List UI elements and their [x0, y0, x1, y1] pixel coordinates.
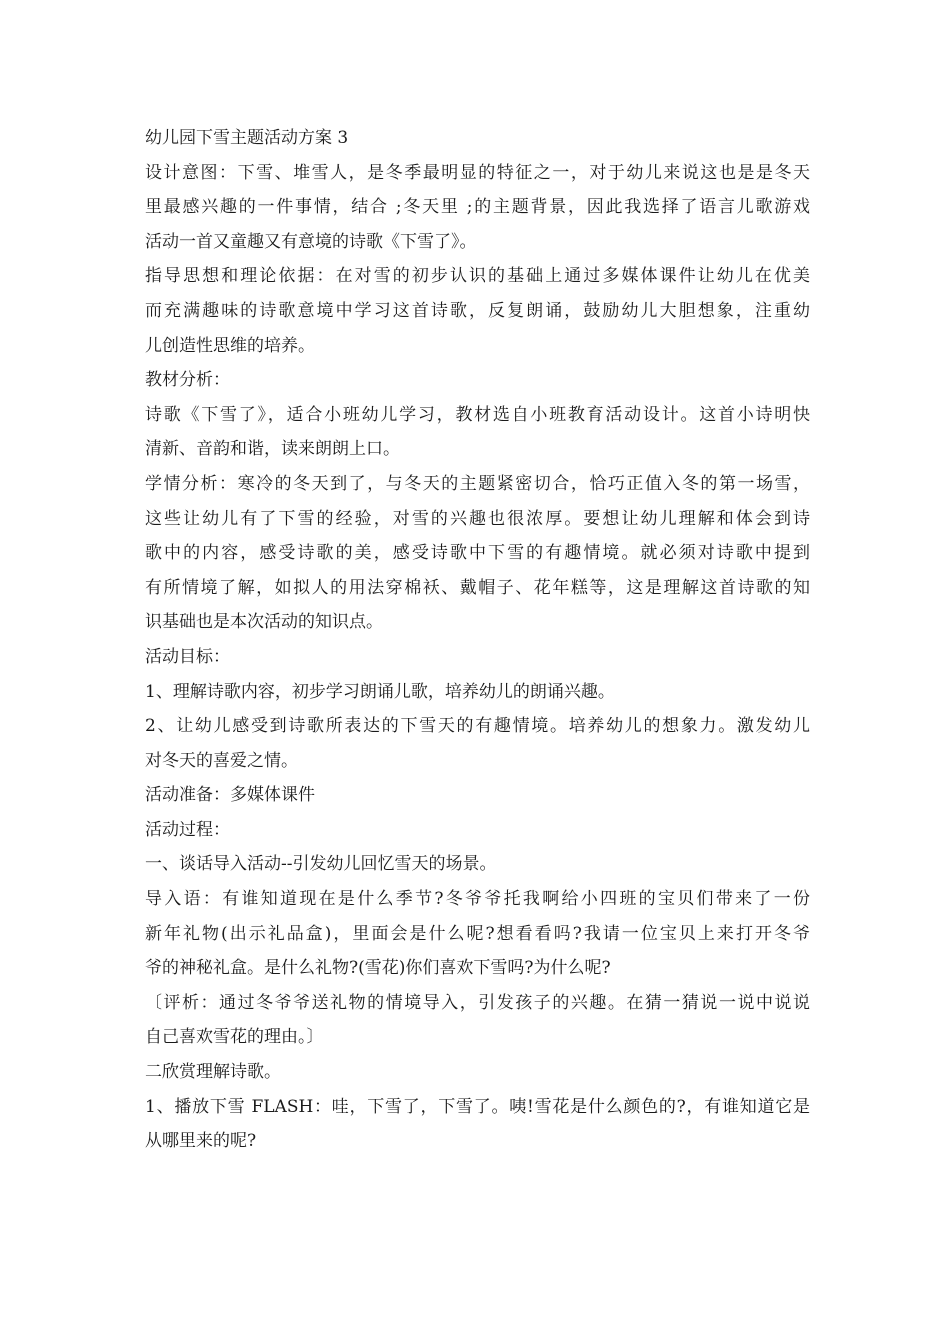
text-line: 活动一首又童趣又有意境的诗歌《下雪了》。: [145, 231, 477, 252]
text-line: 指导思想和理论依据：在对雪的初步认识的基础上通过多媒体课件让幼儿在优美: [145, 266, 810, 287]
text-line: 里最感兴趣的一件事情，结合 ;冬天里 ;的主题背景，因此我选择了语言儿歌游戏: [145, 197, 810, 218]
text-line: 儿创造性思维的培养。: [145, 335, 315, 356]
text-line: 识基础也是本次活动的知识点。: [145, 612, 383, 633]
text-line: 而充满趣味的诗歌意境中学习这首诗歌，反复朗诵，鼓励幼儿大胆想象，注重幼: [145, 300, 810, 321]
text-line: 自己喜欢雪花的理由。〕: [145, 1027, 324, 1048]
text-line: 诗歌《下雪了》，适合小班幼儿学习，教材选自小班教育活动设计。这首小诗明快: [145, 404, 810, 425]
text-line: 1、理解诗歌内容，初步学习朗诵儿歌，培养幼儿的朗诵兴趣。: [145, 681, 615, 702]
text-line: 爷的神秘礼盒。是什么礼物?(雪花)你们喜欢下雪吗?为什么呢?: [145, 958, 611, 979]
text-line: 新年礼物(出示礼品盒)，里面会是什么呢?想看看吗?我请一位宝贝上来打开冬爷: [145, 923, 810, 944]
document-title: 幼儿园下雪主题活动方案 3: [145, 128, 349, 148]
text-line: 这些让幼儿有了下雪的经验，对雪的兴趣也很浓厚。要想让幼儿理解和体会到诗: [145, 508, 810, 529]
text-line: 有所情境了解，如拟人的用法穿棉袄、戴帽子、花年糕等，这是理解这首诗歌的知: [145, 577, 810, 598]
text-line: 二欣赏理解诗歌。: [145, 1062, 281, 1083]
text-line: 活动准备：多媒体课件: [145, 785, 315, 806]
text-line: 学情分析：寒冷的冬天到了，与冬天的主题紧密切合，恰巧正值入冬的第一场雪，: [145, 473, 810, 494]
text-line: 一、谈话导入活动--引发幼儿回忆雪天的场景。: [145, 854, 497, 875]
text-line: 导入语：有谁知道现在是什么季节?冬爷爷托我啊给小四班的宝贝们带来了一份: [145, 889, 810, 910]
text-line: 2、让幼儿感受到诗歌所表达的下雪天的有趣情境。培养幼儿的想象力。激发幼儿: [145, 716, 810, 737]
text-line: 对冬天的喜爱之情。: [145, 750, 298, 771]
document-body: [145, 121, 810, 1159]
text-line: 1、播放下雪 FLASH：哇，下雪了，下雪了。咦!雪花是什么颜色的?，有谁知道它是: [145, 1096, 810, 1117]
text-line: 清新、音韵和谐，读来朗朗上口。: [145, 439, 400, 460]
text-line: 活动目标：: [145, 646, 230, 667]
text-line: 〔评析：通过冬爷爷送礼物的情境导入，引发孩子的兴趣。在猜一猜说一说中说说: [145, 992, 810, 1013]
text-line: 歌中的内容，感受诗歌的美，感受诗歌中下雪的有趣情境。就必须对诗歌中提到: [145, 543, 810, 564]
text-line: 活动过程：: [145, 819, 230, 840]
text-line: 设计意图：下雪、堆雪人，是冬季最明显的特征之一，对于幼儿来说这也是是冬天: [145, 162, 810, 183]
text-line: 教材分析：: [145, 370, 230, 391]
text-line: 从哪里来的呢?: [145, 1131, 257, 1152]
